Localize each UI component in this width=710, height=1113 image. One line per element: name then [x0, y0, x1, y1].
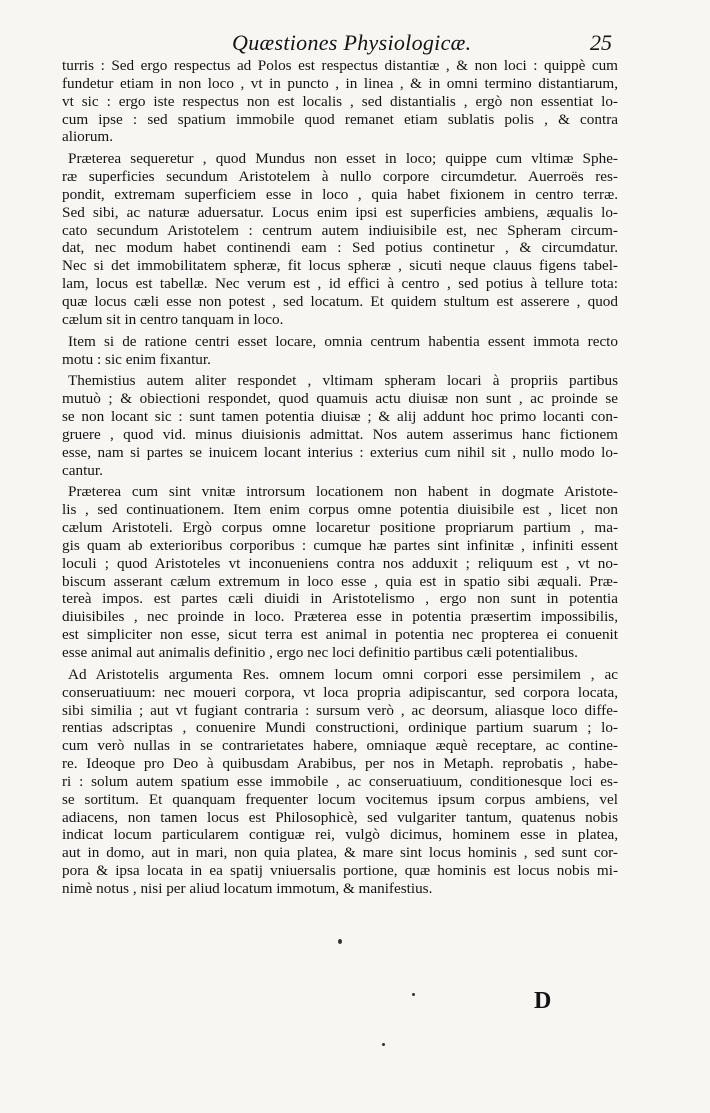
text-line: adiacens, non tamen locus est Philosophicè, sed vulgariter tantum, quatenus nobis	[62, 808, 618, 826]
text-line: Ad Aristotelis argumenta Res. omnem locum omni corpori esse persimilem , ac	[68, 665, 618, 683]
text-line: vt sic : ergo iste respectus non est localis , sed distantialis , ergò non essentiat lo-	[62, 92, 618, 110]
text-line: lam, locus est tabellæ. Nec verum est , id effici à centro , sed potius à tellure tota:	[62, 275, 618, 293]
text-line: cælum Aristoteli. Ergò corpus omne locaretur positione propriarum partium , ma-	[62, 519, 618, 537]
text-line: Nec si det immobilitatem spheræ, fit locus spheræ , sicuti neque clauus figens tabel-	[62, 257, 618, 275]
text-line: cælum sit in centro tanquam in loco.	[62, 310, 284, 328]
text-line: turris : Sed ergo respectus ad Polos est respectus distantiæ , & non loci : quippè cum	[62, 57, 618, 74]
ink-speck	[412, 993, 415, 996]
text-line: cantur.	[62, 461, 103, 479]
text-line: diuisibiles , nec proinde in loco. Præterea esse in potentia præsertim impossibilis,	[62, 608, 618, 626]
ink-speck	[382, 1043, 385, 1046]
paragraph	[62, 666, 618, 898]
text-line: motu : sic enim fixantur.	[62, 350, 211, 368]
text-line: biscum asserant cælum extremum in loco esse , quia est in spatio sibi æquali. Præ-	[62, 572, 618, 590]
text-line: loculi ; quod Aristoteles vt inconueniens contra nos adduxit ; reliquum est , vt no-	[62, 554, 618, 572]
text-line: Item si de ratione centri esset locare, omnia centrum habentia essent immota recto	[68, 332, 618, 350]
text-line: tereà impos. est partes cæli diuidi in Aristotelismo , ergo non sunt in potentia	[62, 590, 618, 608]
body-text	[62, 57, 618, 898]
text-line: ræ superficies secundum Aristotelem à nullo corpore circumdetur. Auerroës res-	[62, 168, 618, 186]
text-line: rentias adscriptas , conuenire Mundi constructioni, ordinique partium suarum ; lo-	[62, 719, 618, 737]
text-line: quæ locus cæli esse non potest , sed locatum. Et quidem stultum est asserere , quod	[62, 292, 618, 310]
text-line: est simpliciter non esse, sicut terra est animal in potentia nec propterea ei conuenit	[62, 626, 618, 644]
text-line: ri : solum autem spatium esse immobile , ac conseruatiuum, conditionesque loci es-	[62, 772, 618, 790]
text-line: esse animal aut animalis definitio , ergo nec loci definitio partibus cæli potentialibus.	[62, 644, 578, 661]
text-line: aut in domo, aut in mari, non quia platea, & mare sint locus hominis , sed sunt cor-	[62, 844, 618, 862]
ink-speck	[338, 939, 342, 944]
text-line: re. Ideoque pro Deo à quibusdam Arabibus, per nos in Metaph. reprobatis , habe-	[62, 755, 618, 773]
text-line: aliorum.	[62, 128, 114, 146]
text-line: gruere , quod vid. minus diuisionis admittat. Nos autem asserimus hanc fictionem	[62, 425, 618, 443]
page-number: 25	[590, 30, 612, 55]
text-line: mutuò ; & obiectioni respondet, quod quamuis actu diuisæ non sunt , ac proinde se	[62, 390, 618, 408]
text-line: fundetur etiam in non loco , vt in puncto , in linea , & in omni termino distantiarum,	[62, 74, 618, 92]
text-line: Themistius autem aliter respondet , vltimam spheram locari à propriis partibus	[68, 372, 618, 390]
paragraph	[62, 483, 618, 661]
text-line: se sortitum. Et quanquam frequenter locum vocitemus ipsum corpus ambiens, vel	[62, 790, 618, 808]
text-line: indicat locum particularem contiguæ rei, vulgò dicimus, hominem esse in platea,	[62, 826, 618, 844]
text-line: Præterea cum sint vnitæ introrsum locationem non habent in dogmate Aristote-	[68, 483, 618, 501]
text-line: se non locant sic : sunt tamen potentia diuisæ ; & alij addunt hoc primo locanti con-	[62, 408, 618, 426]
text-line: Præterea sequeretur , quod Mundus non esset in loco; quippe cum vltimæ Sphe-	[68, 150, 618, 168]
text-line: dat, nec modum habet continendi eam : Sed potius continetur , & circumdatur.	[62, 239, 618, 257]
text-line: cum verò nullas in se contrarietates habere, omniaque æquè receptare, ac contine-	[62, 737, 618, 755]
text-line: esse, nam si partes se inuicem locant interius : exterius cum nihil sit , nullo modo lo-	[62, 443, 618, 461]
text-line: sibi similia ; aut vt fugiant contraria : sursum verò , ac deorsum, aliasque loco diffe-	[62, 701, 618, 719]
page-header	[60, 28, 620, 58]
paragraph	[62, 57, 618, 146]
paragraph	[62, 372, 618, 479]
text-line: lis , sed continuationem. Item enim corpus omne potentia diuisibile est , licet non	[62, 501, 618, 519]
text-line: pondit, extremam superficiem esse in loco , quia habet fixionem in centro terræ.	[62, 185, 618, 203]
text-line: Sed sibi, ac naturæ aduersatur. Locus enim ipsi est superficies ambiens, æqualis lo-	[62, 203, 618, 221]
text-line: cum ipse : sed spatium immobile quod remanet etiam sublatis polis , & contra	[62, 110, 618, 128]
paragraph	[62, 150, 618, 328]
text-line: gis quam ab exterioribus corporibus : cumque hæ partes sint infinitæ , infiniti essent	[62, 536, 618, 554]
text-line: nimè notus , nisi per aliud locatum immotum, & manifestius.	[62, 879, 433, 897]
text-line: pora & ipsa locata in ea spatij vniuersalis portione, quæ hominis est locus nobis mi-	[62, 862, 618, 880]
text-line: cato secundum Aristotelem : centrum autem indiuisibile est, nec Spheram circum-	[62, 221, 618, 239]
signature-mark: D	[534, 988, 552, 1014]
text-line: conseruatiuum: nec moueri corpora, vt loca propria adipiscantur, sed corpora locata,	[62, 683, 618, 701]
paragraph	[62, 333, 618, 369]
running-title: Quæstiones Physiologicæ.	[232, 30, 472, 55]
